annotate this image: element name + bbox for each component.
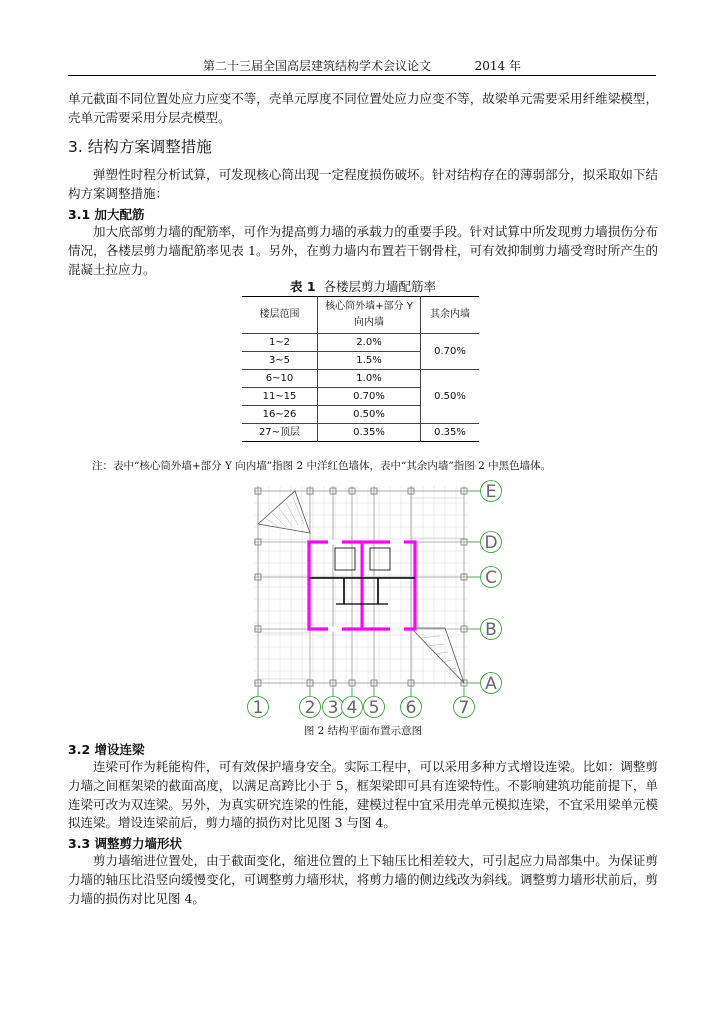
table-header-row: [242, 297, 479, 334]
wall-opening: [390, 627, 404, 632]
section-3-2-heading: 3.2 增设连梁: [68, 742, 145, 757]
header-rule: [68, 75, 656, 76]
table-1-title: 各楼层剪力墙配筋率: [323, 279, 437, 294]
section-3-heading: 3. 结构方案调整措施: [68, 138, 212, 156]
wing-hatch: [427, 644, 444, 646]
axis-number-3: 3: [327, 698, 339, 718]
plan-walls: [309, 540, 415, 632]
table-row: [242, 424, 479, 442]
axis-number-5: 5: [368, 698, 380, 718]
stair-box: [370, 548, 390, 570]
floor-cell: 16~26: [242, 406, 318, 424]
section-3-3-paragraph: 剪力墙缩进位置处，由于截面变化，缩进位置的上下轴压比相差较大，可引起应力局部集中。为保证剪力墙的轴压比沿竖向缓慢变化，可调整剪力墙形状，将剪力墙的侧边线改为斜线。调整剪力墙形状前后，剪力墙的损伤对比见图 4。: [68, 853, 658, 906]
section-3-3-heading: 3.3 调整剪力墙形状: [68, 836, 182, 851]
section-3-paragraph: 弹塑性时程分析试算，可发现核心筒出现一定程度损伤破坏。针对结构存在的薄弱部分，拟采取如下结构方案调整措施：: [68, 167, 658, 201]
wall-opening: [328, 627, 342, 632]
figure-2-caption: 图 2 结构平面布置示意图: [303, 725, 423, 737]
table-1: [242, 296, 479, 442]
table-1-label: 表 1: [289, 279, 316, 294]
page-header: [68, 58, 656, 74]
axis-number-4: 4: [346, 698, 358, 718]
section-3-1-heading: 3.1 加大配筋: [68, 207, 145, 222]
header-core-walls: 核心筒外墙+部分 Y 向内墙: [318, 297, 421, 334]
wing-hatch: [434, 652, 448, 654]
intro-paragraph: 单元截面不同位置处应力应变不等，壳单元厚度不同位置处应力应变不等，故梁单元需要采用纤维梁模型，壳单元需要采用分层壳模型。: [68, 91, 658, 125]
floor-cell: 11~15: [242, 388, 318, 406]
wall-opening: [390, 540, 404, 545]
core-ratio-cell: 0.35%: [318, 424, 421, 442]
wing-hatch: [448, 668, 456, 670]
core-ratio-cell: 0.70%: [318, 388, 421, 406]
section-3-1-paragraph: 加大底部剪力墙的配筋率，可作为提高剪力墙的承载力的重要手段。针对试算中所发现剪力墙损伤分布情况，各楼层剪力墙配筋率见表 1。另外，在剪力墙内布置若干钢骨柱，可有效抑制剪力墙受弯时所产生的混凝土拉应力。: [68, 224, 658, 277]
section-3-2-paragraph: 连梁可作为耗能构件，可有效保护墙身安全。实际工程中，可以采用多种方式增设连梁。比如：调整剪力墙之间框架梁的截面高度，以满足高跨比小于 5，框架梁即可具有连梁特性。不影响建筑功能前提下，单连梁可改为双连梁。另外，为真实研究连梁的性能，建模过程中宜采用壳单元模拟连梁，不宜采用梁单元模拟连梁。增设连梁前后，剪力墙的损伤对比见图 3 与图 4。: [68, 759, 658, 831]
axis-letter-b: B: [485, 620, 497, 640]
header-year: 2014 年: [474, 59, 522, 73]
header-floor-range: 楼层范围: [242, 297, 318, 334]
wing-hatch: [286, 503, 298, 525]
table-1-note: 注：表中“核心筒外墙+部分 Y 向内墙”指图 2 中洋红色墙体，表中“其余内墙”指图 2 中黑色墙体。: [92, 460, 552, 472]
header-other-walls: 其余内墙: [421, 297, 480, 334]
floor-cell: 3~5: [242, 352, 318, 370]
floor-cell: 1~2: [242, 334, 318, 352]
core-ratio-cell: 0.50%: [318, 406, 421, 424]
wall-opening: [328, 540, 342, 545]
axis-letter-c: C: [485, 568, 497, 588]
core-ratio-cell: 2.0%: [318, 334, 421, 352]
axis-number-6: 6: [405, 698, 417, 718]
table-row: [242, 370, 479, 388]
plan-grid: [254, 486, 480, 696]
table-row: [242, 334, 479, 352]
axis-letter-d: D: [484, 533, 498, 553]
other-ratio-cell: 0.35%: [421, 424, 480, 442]
axis-number-2: 2: [304, 698, 316, 718]
axis-letter-a: A: [485, 674, 497, 694]
axis-letter-e: E: [485, 482, 497, 502]
axis-number-7: 7: [458, 698, 470, 718]
header-conference: 第二十三届全国高层建筑结构学术会议论文: [202, 59, 431, 73]
core-ratio-cell: 1.0%: [318, 370, 421, 388]
structural-plan-figure: [240, 478, 510, 721]
floor-cell: 27~顶层: [242, 424, 318, 442]
table-1-caption: [68, 279, 658, 295]
core-ratio-cell: 1.5%: [318, 352, 421, 370]
axis-number-1: 1: [252, 698, 264, 718]
other-ratio-cell: 0.50%: [421, 370, 480, 424]
floor-cell: 6~10: [242, 370, 318, 388]
other-ratio-cell: 0.70%: [421, 334, 480, 370]
